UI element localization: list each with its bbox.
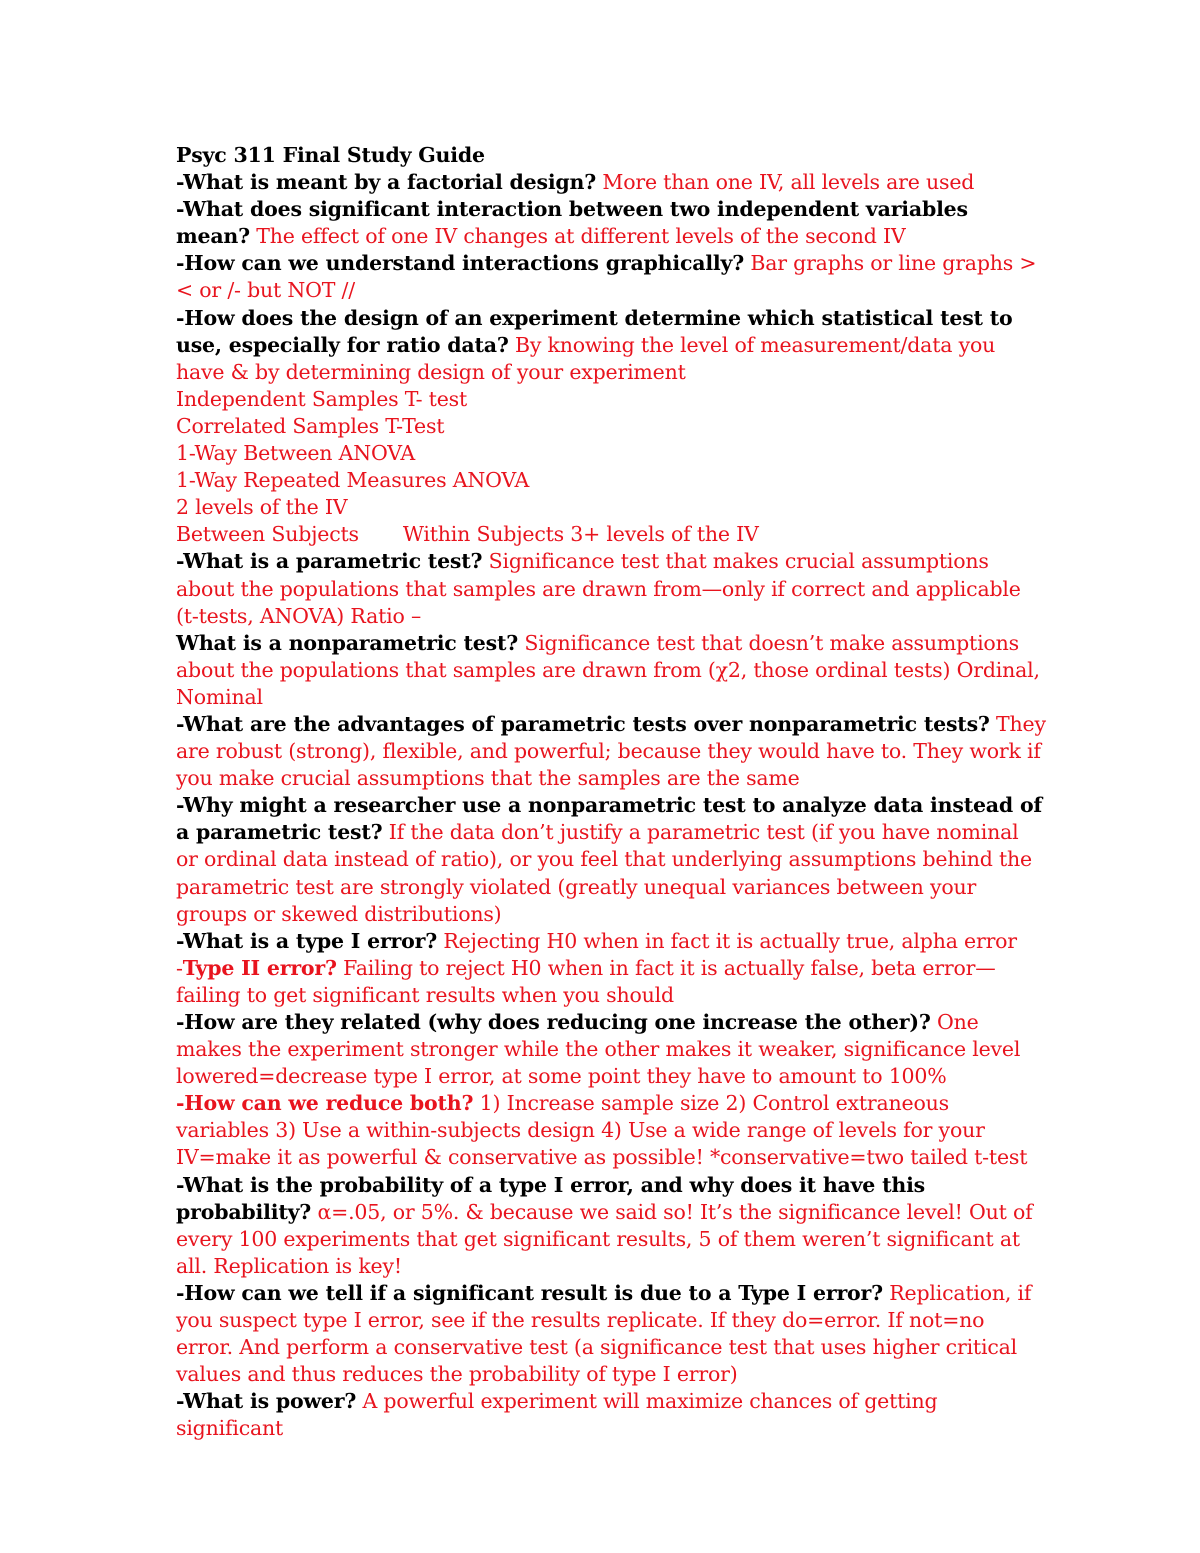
answer-text: They are robust (strong), flexible, and powerful; because they would have to. They work if you make crucial assumptions that the samples are the same <box>176 711 1046 791</box>
test-list-item: Correlated Samples T-Test <box>176 413 445 438</box>
question-text: -How can we tell if a significant result is due to a Type I error? <box>176 1280 883 1305</box>
question-text: -What is meant by a factorial design? <box>176 170 597 195</box>
test-list-item: Independent Samples T- test <box>176 386 467 411</box>
within-subjects-label: Within Subjects 3+ levels of the IV <box>402 522 759 547</box>
qa-advantages <box>176 711 1046 792</box>
answer-text: Significance test that doesn’t make assumptions about the populations that samples are drawn from (χ2, those ordinal tests) Ordinal, Nominal <box>176 630 1040 709</box>
question-text: What is a nonparametric test? <box>176 630 519 655</box>
qa-type1-error <box>176 928 1046 955</box>
answer-text: Significance test that makes crucial assumptions about the populations that samples are drawn from—only if correct and applicable (t-tests, ANOVA) Ratio – <box>176 549 1021 628</box>
qa-tell-type1 <box>176 1280 1046 1388</box>
subjects-row <box>176 521 1046 548</box>
answer-text: 1) Increase sample size 2) Control extraneous variables 3) Use a within-subjects design 4) Use a wide range of levels for your IV=make it as powerful & conservative as possible! *conservative=two tailed t-test <box>176 1091 1028 1170</box>
qa-type2-error <box>176 955 1046 1009</box>
answer-text: More than one IV, all levels are used <box>602 170 975 195</box>
answer-text: Replication, if you suspect type I error, see if the results replicate. If they do=error. If not=no error. And perform a conservative test (a significance test that uses higher critical values and thus reduces the probability of type I error) <box>176 1280 1032 1387</box>
qa-power <box>176 1388 1046 1442</box>
answer-text: A powerful experiment will maximize chances of getting significant <box>176 1389 938 1441</box>
question-text: -How can we understand interactions graphically? <box>176 251 745 276</box>
qa-why-nonparametric <box>176 792 1046 927</box>
question-text: -How does the design of an experiment determine which statistical test to use, especially for ratio data? <box>176 305 1013 357</box>
question-text: -What is a type I error? <box>176 928 438 953</box>
test-list-item: 2 levels of the IV <box>176 495 348 520</box>
question-text: -What is the probability of a type I error, and why does it have this probability? <box>176 1172 925 1224</box>
qa-graphical <box>176 250 1046 304</box>
question-text: Type II error? <box>182 955 337 980</box>
question-text: -Why might a researcher use a nonparametric test to analyze data instead of a parametric test? <box>176 793 1043 845</box>
answer-text: One makes the experiment stronger while the other makes it weaker, significance level lowered=decrease type I error, at some point they have to amount to 100% <box>176 1010 1021 1089</box>
qa-related <box>176 1009 1046 1090</box>
question-text: -What does significant interaction between two independent variables mean? <box>176 197 968 249</box>
test-list-item: 1-Way Repeated Measures ANOVA <box>176 468 530 493</box>
question-text: -How are they related (why does reducing one increase the other)? <box>176 1010 931 1034</box>
study-guide-text <box>176 142 1046 1443</box>
qa-interaction <box>176 196 1046 250</box>
qa-nonparametric <box>176 630 1046 711</box>
answer-text: By knowing the level of measurement/data you have & by determining design of your experiment <box>176 332 996 384</box>
question-text: -How can we reduce both? <box>176 1091 474 1116</box>
question-text: -What is a parametric test? <box>176 549 483 574</box>
answer-text: Failing to reject H0 when in fact it is actually false, beta error—failing to get significant results when you should <box>176 955 996 1007</box>
answer-text: α=.05, or 5%. & because we said so! It’s the significance level! Out of every 100 experiments that get significant results, 5 of them weren’t significant at all. Replication is key! <box>176 1199 1033 1278</box>
answer-text: The effect of one IV changes at different levels of the second IV <box>256 224 906 249</box>
question-text: -What are the advantages of parametric tests over nonparametric tests? <box>176 711 990 736</box>
between-subjects-label: Between Subjects <box>176 522 359 547</box>
qa-reduce-both <box>176 1090 1046 1171</box>
qa-factorial-design <box>176 169 1046 196</box>
document-title: Psyc 311 Final Study Guide <box>176 143 485 167</box>
answer-text: Rejecting H0 when in fact it is actually true, alpha error <box>443 928 1017 953</box>
answer-text: If the data don’t justify a parametric test (if you have nominal or ordinal data instead of ratio), or you feel that underlying assumptions behind the parametric test are strongly violated (greatly unequal variances between your groups or skewed distributions) <box>176 820 1032 926</box>
qa-parametric <box>176 548 1046 629</box>
answer-text: Bar graphs or line graphs >< or /- but NOT // <box>176 251 1037 303</box>
test-list-item: 1-Way Between ANOVA <box>176 441 416 466</box>
question-dash: - <box>176 955 183 980</box>
question-text: -What is power? <box>176 1389 357 1414</box>
qa-probability <box>176 1172 1046 1280</box>
qa-design-test <box>176 305 1046 386</box>
